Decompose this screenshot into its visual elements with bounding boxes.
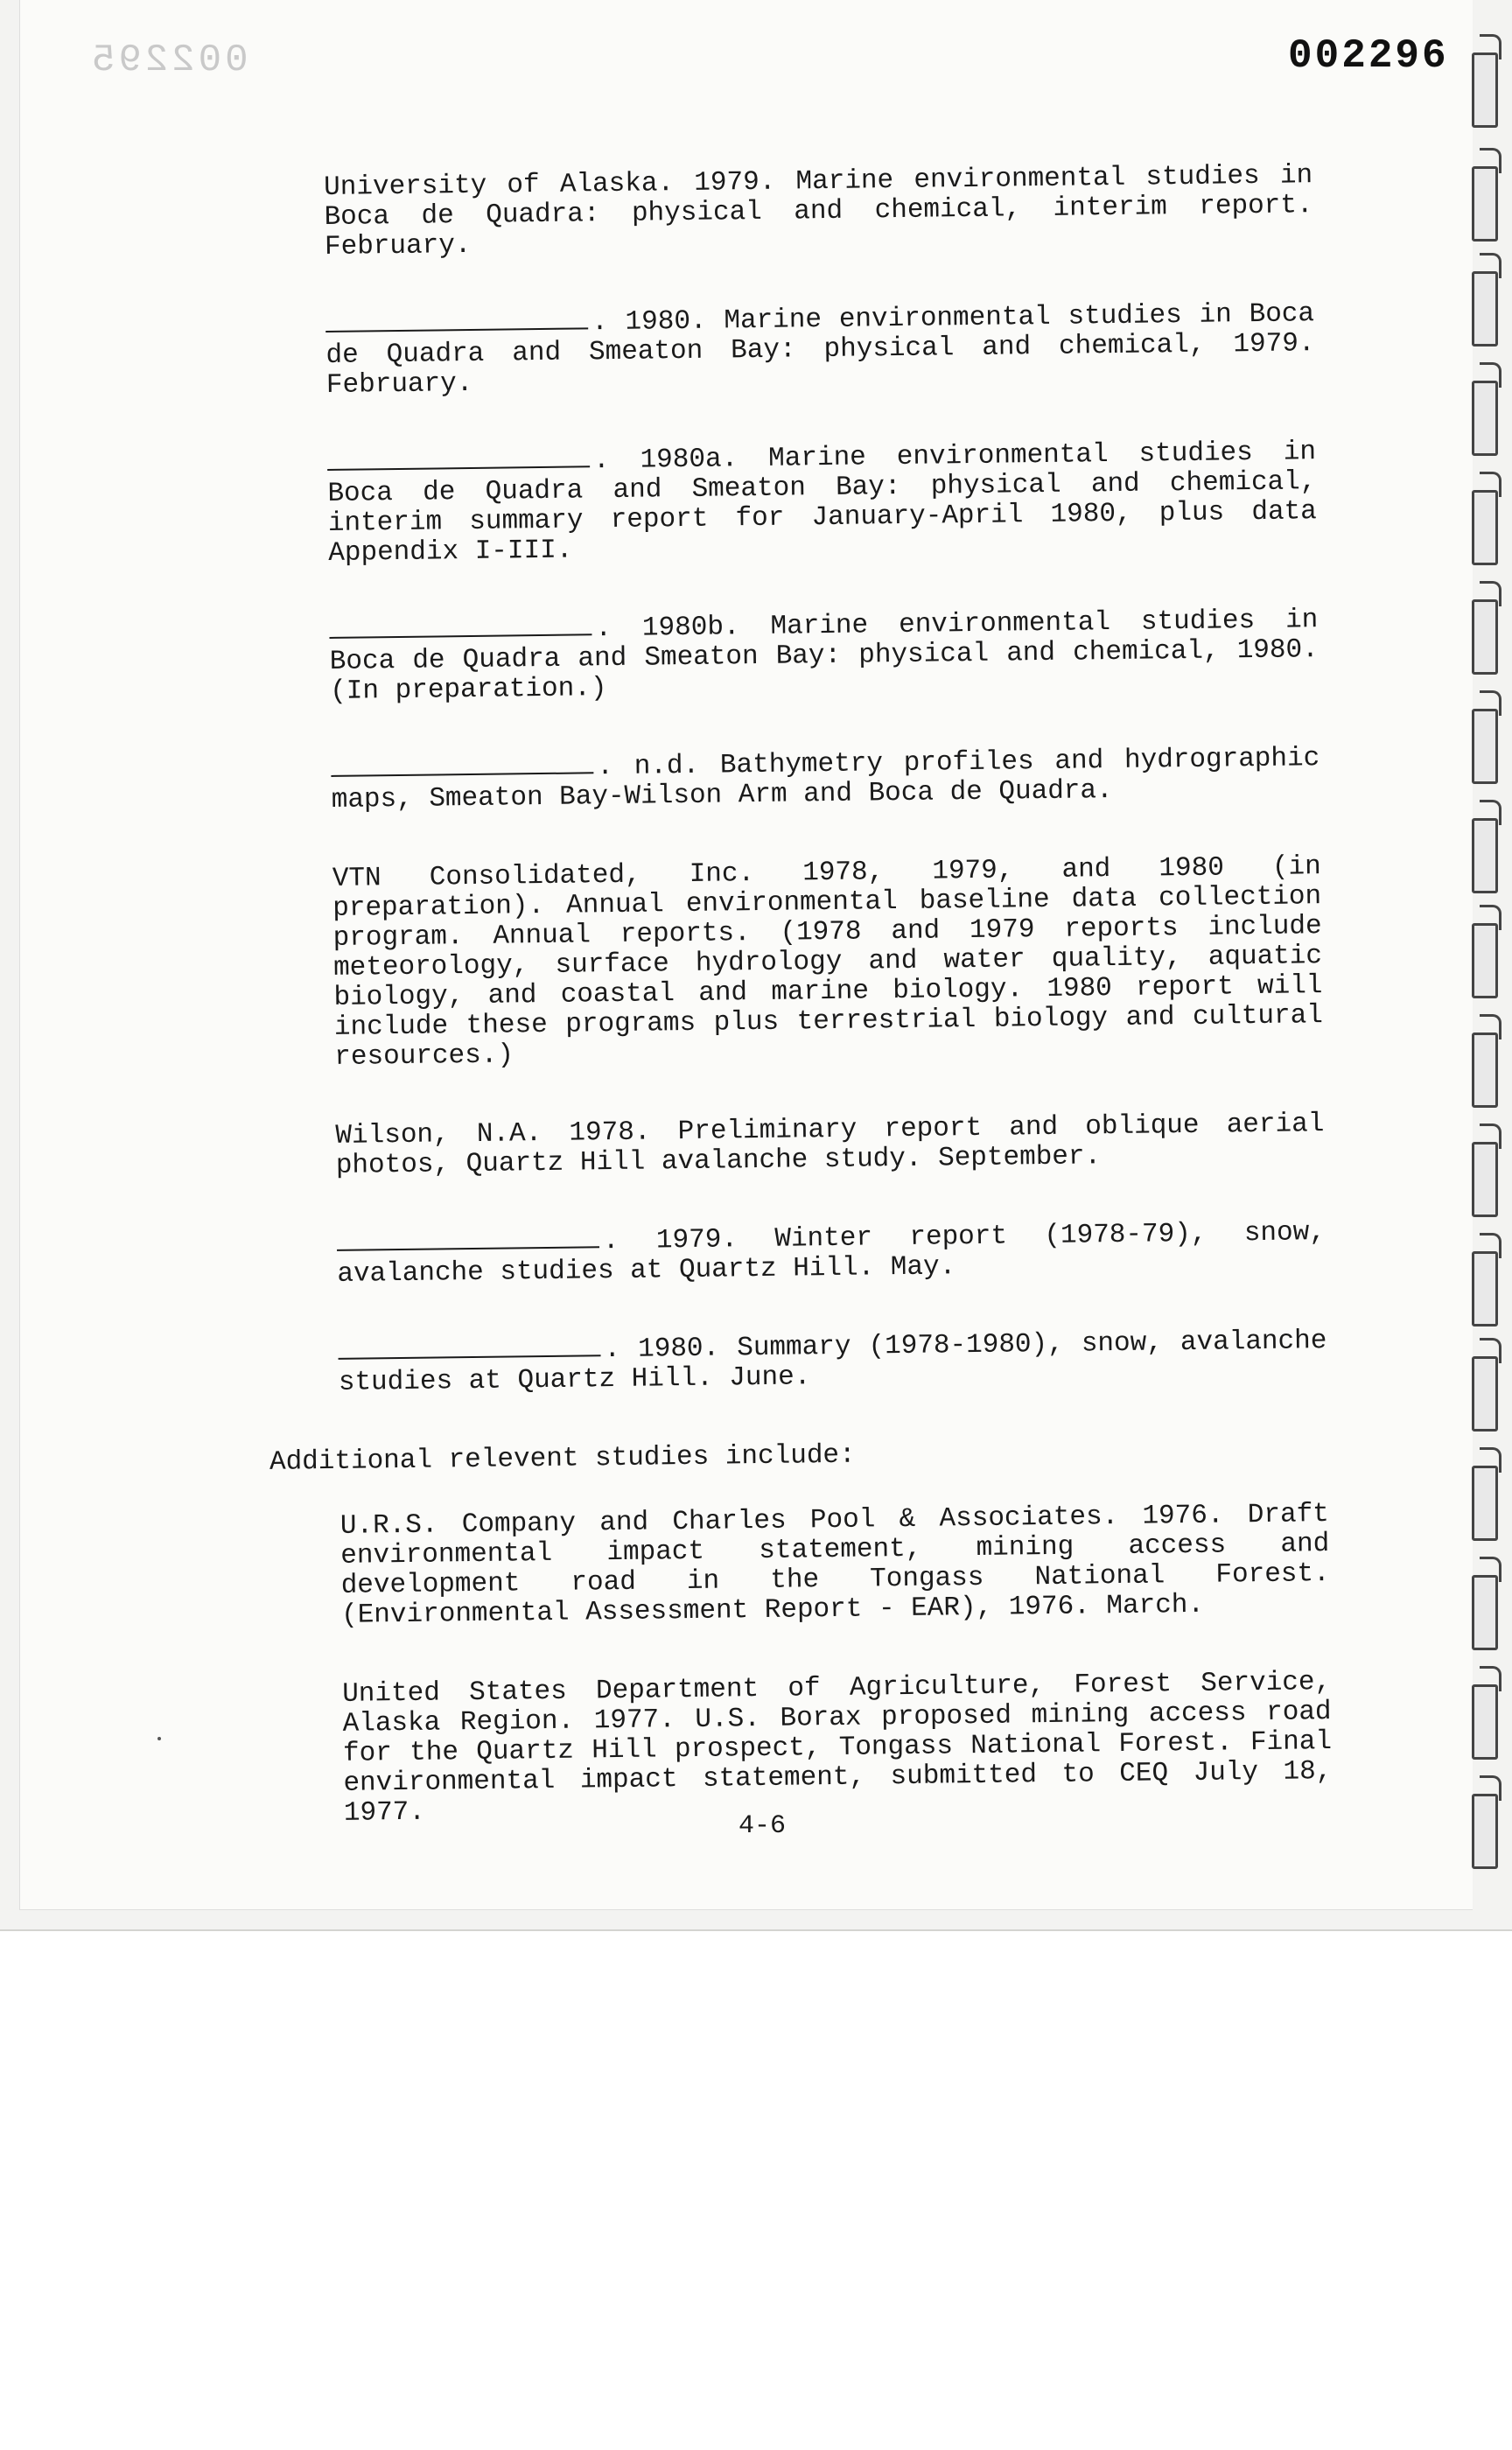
reference-list — [269, 160, 1334, 1878]
binding-ring — [1472, 818, 1498, 893]
section-heading: Additional relevent studies include: — [269, 1439, 856, 1478]
ditto-rule — [326, 312, 588, 332]
binding-ring — [1472, 709, 1498, 784]
binding-ring — [1472, 271, 1498, 346]
binding-ring — [1472, 599, 1498, 675]
page-number: 4-6 — [738, 1811, 787, 1841]
spiral-binding — [1463, 35, 1512, 1916]
ditto-rule — [337, 1230, 599, 1251]
binding-ring — [1472, 490, 1498, 565]
reference-entry — [327, 438, 1318, 569]
reference-entry: Wilson, N.A. 1978. Preliminary report and oblique aerial photos, Quartz Hill avalanche study. September. — [335, 1109, 1325, 1181]
bleed-through-number: 002295 — [88, 38, 248, 82]
document-number: 002296 — [1288, 33, 1449, 79]
binding-ring — [1472, 1794, 1498, 1869]
reference-entry — [326, 299, 1315, 401]
stray-mark — [158, 1737, 161, 1740]
binding-ring — [1472, 1684, 1498, 1760]
binding-ring — [1472, 381, 1498, 456]
ditto-rule — [338, 1339, 600, 1360]
binding-ring — [1472, 1575, 1498, 1650]
reference-entry — [338, 1326, 1327, 1398]
reference-text: . 1980b. Marine environmental studies in Boca de Quadra and Smeaton Bay: physical and chemical, 1980. (In preparation.) — [329, 605, 1319, 707]
ditto-rule — [329, 618, 592, 639]
binding-ring — [1472, 1356, 1498, 1432]
reference-entry: VTN Consolidated, Inc. 1978, 1979, and 1980 (in preparation). Annual environmental baseline data collection program. Annual reports. (1978 and 1979 reports include meteorology, surface hydrology and water quality, aquatic biology, and coastal and marine biology. 1980 report will include these programs plus terrestrial biology and cultural resources.) — [332, 851, 1324, 1073]
reference-entry: University of Alaska. 1979. Marine environmental studies in Boca de Quadra: physical and chemical, interim report. February. — [323, 160, 1313, 262]
reference-entry — [337, 1218, 1326, 1290]
reference-entry — [329, 606, 1319, 707]
reference-entry: United States Department of Agriculture, Forest Service, Alaska Region. 1977. U.S. Borax proposed mining access road for the Quartz Hill prospect, Tongass National Forest. Final environmental impact statement, submitted to CEQ July 18, 1977. — [342, 1667, 1333, 1829]
ditto-rule — [331, 756, 593, 777]
reference-text: . 1980. Summary (1978-1980), snow, avalanche studies at Quartz Hill. June. — [338, 1326, 1327, 1398]
binding-ring — [1472, 1032, 1498, 1108]
binding-ring — [1472, 923, 1498, 998]
reference-text: . 1979. Winter report (1978-79), snow, avalanche studies at Quartz Hill. May. — [337, 1217, 1326, 1290]
ditto-rule — [327, 450, 590, 471]
binding-ring — [1472, 1466, 1498, 1541]
reference-text: . n.d. Bathymetry profiles and hydrographic maps, Smeaton Bay-Wilson Arm and Boca de Quadra. — [331, 743, 1320, 816]
binding-ring — [1472, 52, 1498, 128]
reference-entry — [331, 744, 1320, 816]
reference-entry: U.R.S. Company and Charles Pool & Associates. 1976. Draft environmental impact statement, mining access and development road in the Tongass National Forest. (Environmental Assessment Report - EAR), 1976. March. — [340, 1499, 1330, 1631]
binding-ring — [1472, 1142, 1498, 1217]
reference-text: . 1980a. Marine environmental studies in Boca de Quadra and Smeaton Bay: physical and chemical, interim summary report for January-April 1980, plus data Appendix I-III. — [327, 437, 1318, 569]
reference-text: . 1980. Marine environmental studies in Boca de Quadra and Smeaton Bay: physical and chemical, 1979. February. — [326, 298, 1315, 401]
binding-ring — [1472, 1251, 1498, 1326]
binding-ring — [1472, 166, 1498, 242]
